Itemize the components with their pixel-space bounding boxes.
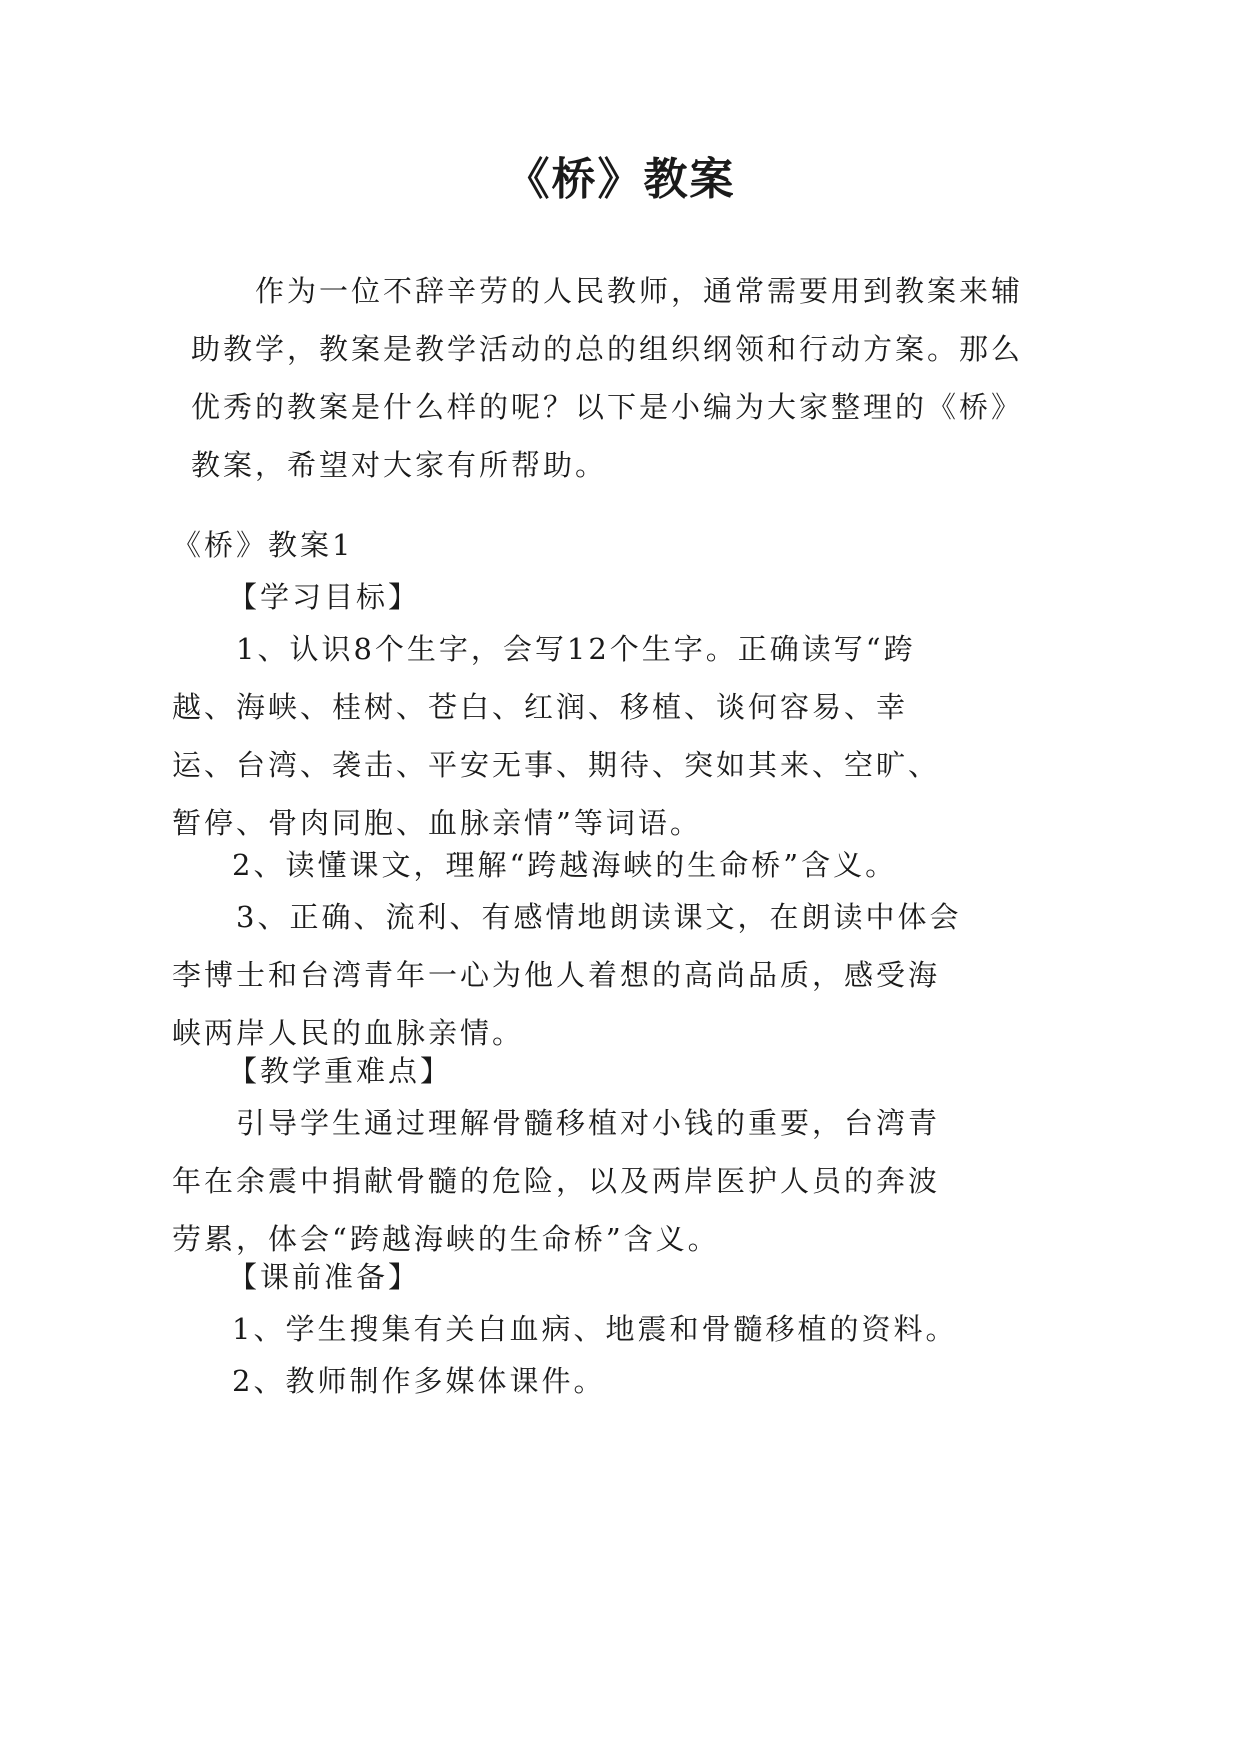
intro-block	[191, 262, 1051, 494]
goal-3-block	[172, 888, 962, 1062]
goal-3-text: 3、正确、流利、有感情地朗读课文，在朗读中体会李博士和台湾青年一心为他人着想的高尚品质，感受海峡两岸人民的血脉亲情。	[172, 900, 962, 1050]
goal-1-block	[172, 620, 962, 852]
difficulty-block	[172, 1094, 962, 1268]
page-title: 《桥》教案	[505, 154, 736, 205]
difficulty-heading: 【教学重难点】	[228, 1054, 453, 1088]
prep-1-text: 1、学生搜集有关白血病、地震和骨髓移植的资料。	[232, 1312, 958, 1346]
difficulty-text: 引导学生通过理解骨髓移植对小钱的重要，台湾青年在余震中捐献骨髓的危险，以及两岸医护人员的奔波劳累，体会“跨越海峡的生命桥”含义。	[172, 1106, 941, 1256]
prep-2-text: 2、教师制作多媒体课件。	[232, 1364, 606, 1398]
goal-2-text: 2、读懂课文，理解“跨越海峡的生命桥”含义。	[232, 848, 898, 882]
goals-heading: 【学习目标】	[228, 580, 421, 614]
section-title: 《桥》教案1	[172, 528, 354, 562]
goal-1-text: 1、认识8个生字，会写12个生字。正确读写“跨越、海峡、桂树、苍白、红润、移植、谈何容易、幸运、台湾、袭击、平安无事、期待、突如其来、空旷、暂停、骨肉同胞、血脉亲情”等词语。	[172, 632, 941, 840]
prep-heading: 【课前准备】	[228, 1260, 421, 1294]
intro-paragraph: 作为一位不辞辛劳的人民教师，通常需要用到教案来辅助教学，教案是教学活动的总的组织纲领和行动方案。那么优秀的教案是什么样的呢？以下是小编为大家整理的《桥》教案，希望对大家有所帮助。	[191, 274, 1024, 482]
